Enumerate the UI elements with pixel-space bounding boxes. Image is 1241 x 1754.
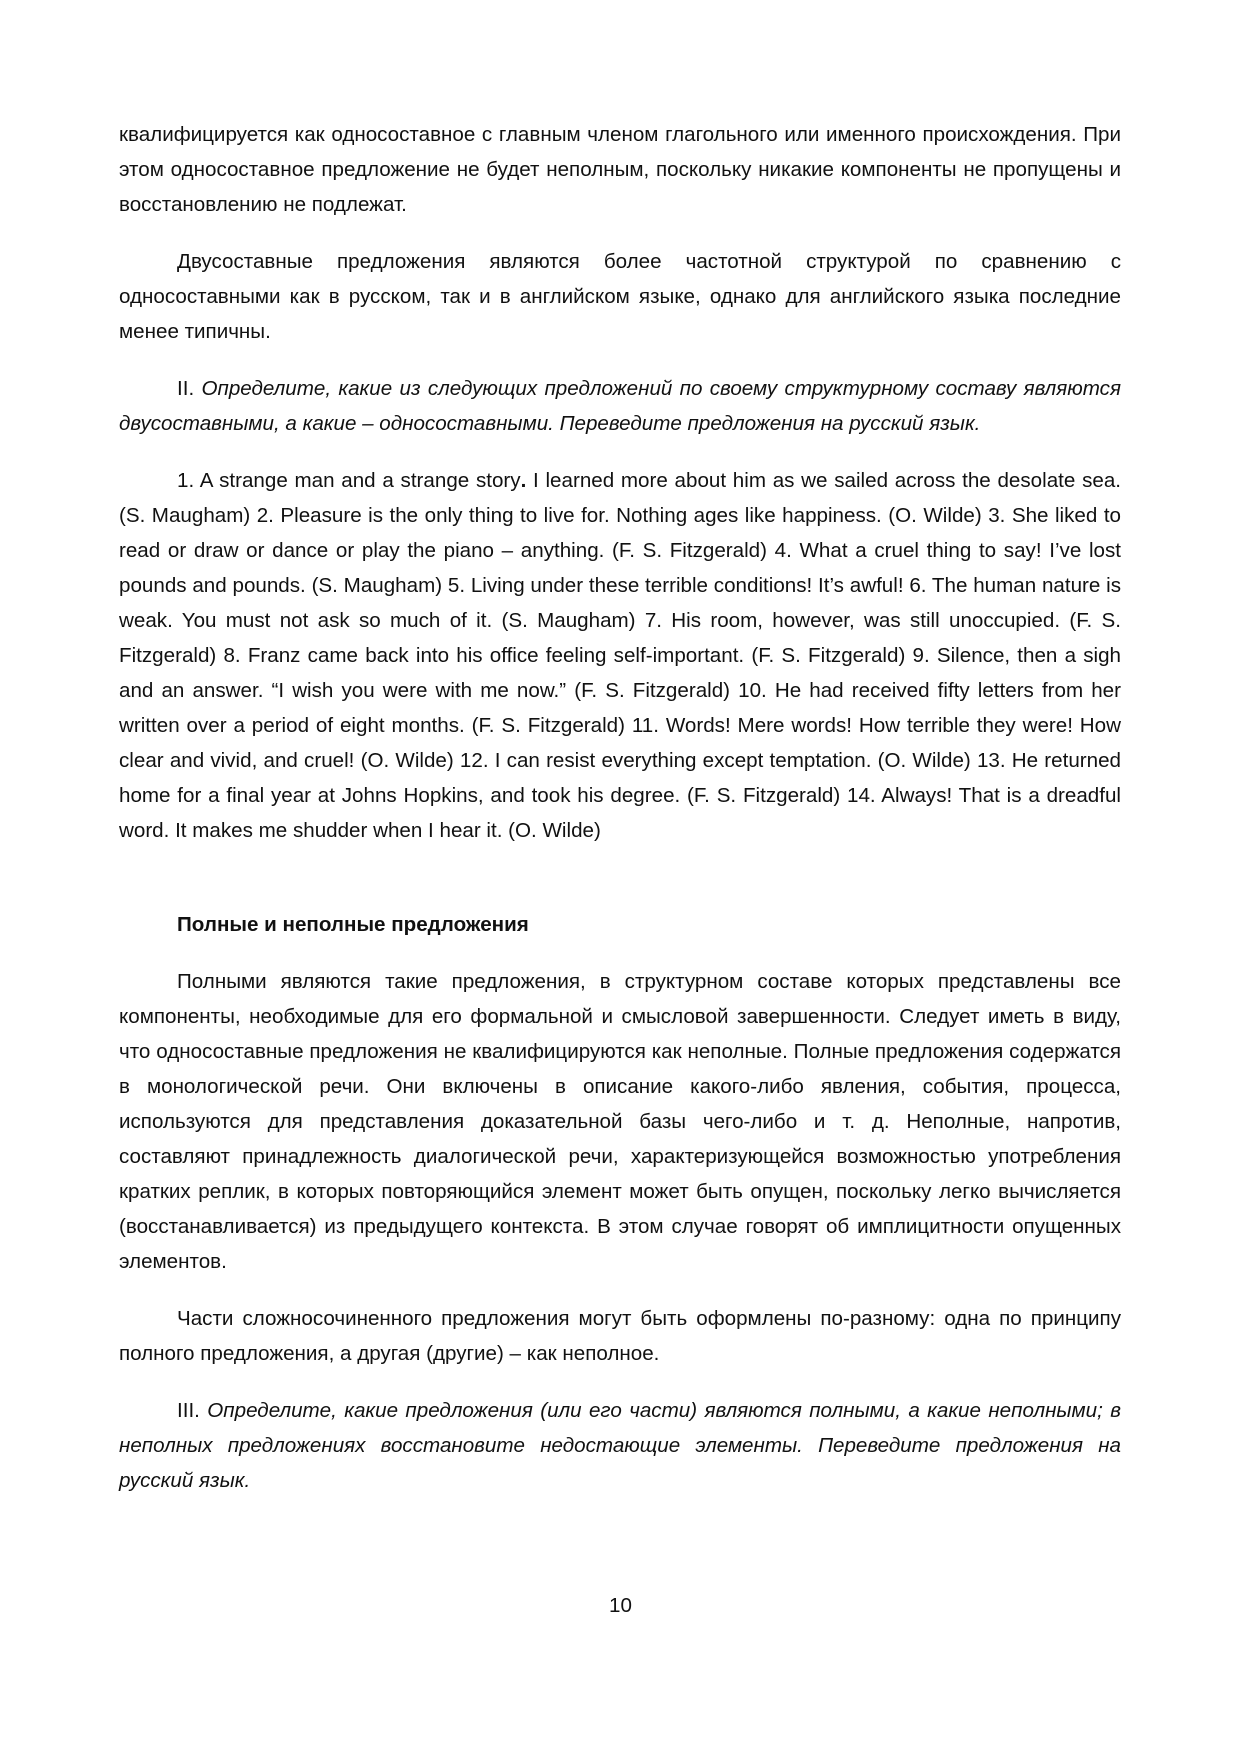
examples-start: 1. A strange man and a strange story <box>177 469 521 492</box>
task-two-instruction: Определите, какие из следующих предложений по своему структурному составу являются двусоставными, а какие – односоставными. Переведите предложения на русский язык. <box>119 377 1121 435</box>
paragraph-compound-sentences: Части сложносочиненного предложения могут быть оформлены по-разному: одна по принципу полного предложения, а другая (другие) – как неполное. <box>119 1307 1121 1365</box>
examples-bold-period: . <box>520 469 527 492</box>
page-content <box>119 117 1121 1498</box>
task-two <box>119 371 1121 441</box>
paragraph-two-member-sentences: Двусоставные предложения являются более частотной структурой по сравнению с односоставными как в русском, так и в английском языке, однако для английского языка последние менее типичны. <box>119 250 1121 343</box>
page-number: 10 <box>609 1594 632 1617</box>
paragraph-complete-sentences: Полными являются такие предложения, в структурном составе которых представлены все компоненты, необходимые для его формальной и смысловой завершенности. Следует иметь в виду, что односоставные предложения не квалифицируются как неполные. Полные предложения содержатся в монологической речи. Они включены в описание какого-либо явления, события, процесса, используются для представления доказательной базы чего-либо и т. д. Неполные, напротив, составляют принадлежность диалогической речи, характеризующейся возможностью употребления кратких реплик, в которых повторяющийся элемент может быть опущен, поскольку легко вычисляется (восстанавливается) из предыдущего контекста. В этом случае говорят об имплицитности опущенных элементов. <box>119 970 1121 1273</box>
task-three-number: III. <box>177 1399 200 1422</box>
task-two-examples <box>119 463 1121 848</box>
section-heading: Полные и неполные предложения <box>177 913 529 936</box>
examples-rest: I learned more about him as we sailed across the desolate sea. (S. Maugham) 2. Pleasure is the only thing to live for. Nothing ages like happiness. (O. Wilde) 3. She liked to read or draw or dance or play the piano – anything. (F. S. Fitzgerald) 4. What a cruel thing to say! I’ve lost pounds and pounds. (S. Maugham) 5. Living under these terrible conditions! It’s awful! 6. The human nature is weak. You must not ask so much of it. (S. Maugham) 7. His room, however, was still unoccupied. (F. S. Fitzgerald) 8. Franz came back into his office feeling self-important. (F. S. Fitzgerald) 9. Silence, then a sigh and an answer. “I wish you were with me now.” (F. S. Fitzgerald) 10. He had received fifty letters from her written over a period of eight months. (F. S. Fitzgerald) 11. Words! Mere words! How terrible they were! How clear and vivid, and cruel! (O. Wilde) 12. I can resist everything except temptation. (O. Wilde) 13. He returned home for a final year at Johns Hopkins, and took his degree. (F. S. Fitzgerald) 14. Always! That is a dreadful word. It makes me shudder when I hear it. (O. Wilde) <box>119 469 1121 842</box>
task-two-number: II. <box>177 377 195 400</box>
task-three-instruction: Определите, какие предложения (или его части) являются полными, а какие неполными; в неполных предложениях восстановите недостающие элементы. Переведите предложения на русский язык. <box>119 1399 1121 1492</box>
task-three <box>119 1393 1121 1498</box>
paragraph-continuation: квалифицируется как односоставное с главным членом глагольного или именного происхождения. При этом односоставное предложение не будет неполным, поскольку никакие компоненты не пропущены и восстановлению не подлежат. <box>119 123 1121 216</box>
